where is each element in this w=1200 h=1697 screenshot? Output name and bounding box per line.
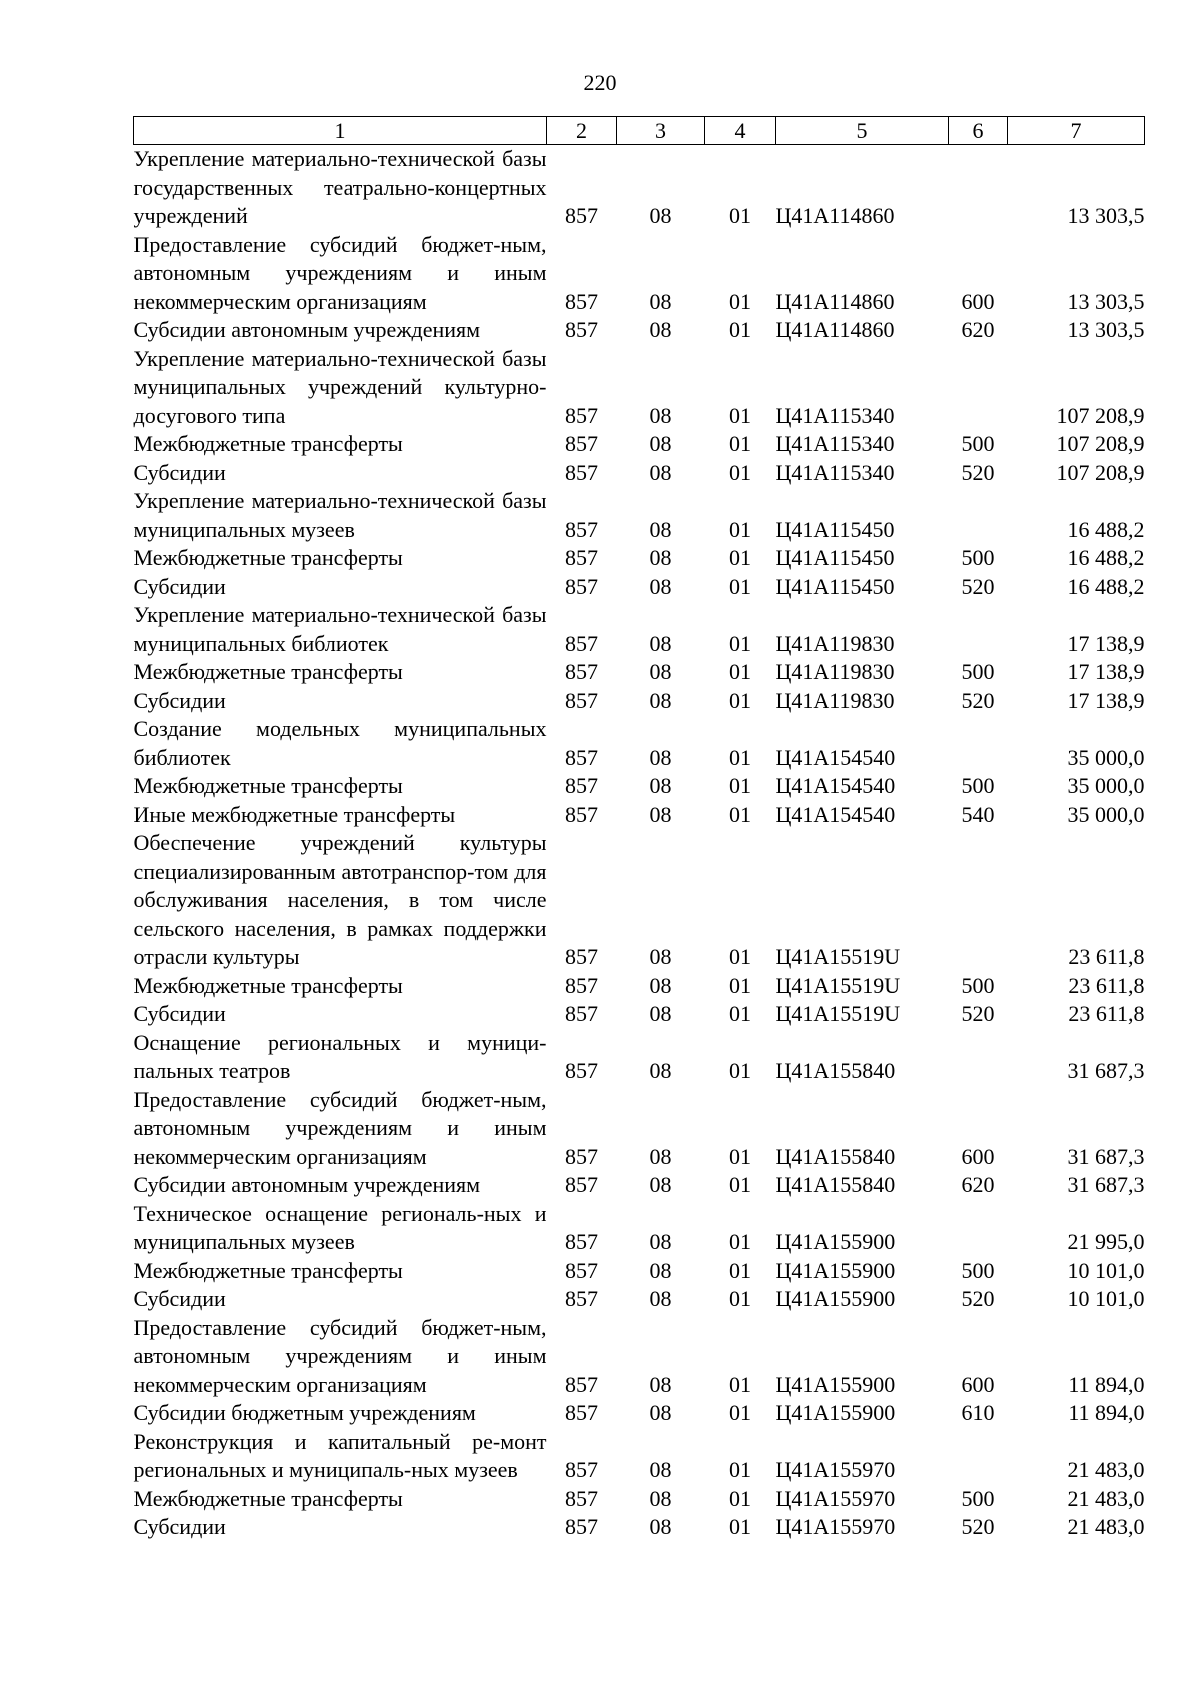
row-col-3: 08	[649, 1286, 672, 1311]
row-col-7: 31 687,3	[1067, 1058, 1145, 1083]
table-row	[134, 1314, 1145, 1400]
row-col-5: Ц41А115450	[775, 545, 895, 570]
row-name: Оснащение региональных и муници-пальных театров	[133, 1029, 547, 1083]
row-col-5: Ц41А155900	[775, 1371, 896, 1397]
row-col-2: 857	[565, 1371, 598, 1397]
table-row	[134, 145, 1145, 231]
row-col-7: 31 687,3	[1067, 1143, 1145, 1169]
row-col-6	[949, 1200, 1008, 1257]
row-name: Субсидии	[133, 1286, 226, 1311]
row-col-2: 857	[565, 573, 598, 599]
row-col-6: 520	[961, 687, 995, 713]
row-col-3: 08	[649, 545, 672, 570]
row-col-7: 21 995,0	[1067, 1229, 1145, 1254]
row-col-2: 857	[565, 1058, 598, 1083]
row-col-4: 01	[729, 203, 751, 228]
row-col-2: 857	[565, 288, 598, 314]
row-col-3: 08	[649, 972, 672, 998]
row-col-7: 23 611,8	[1068, 1001, 1145, 1026]
row-col-3: 08	[649, 1143, 672, 1169]
row-col-3: 08	[649, 1058, 672, 1083]
row-col-7: 10 101,0	[1067, 1257, 1145, 1283]
row-col-3: 08	[649, 1257, 672, 1283]
row-col-7: 21 483,0	[1067, 1485, 1145, 1511]
row-col-2: 857	[565, 1514, 598, 1539]
column-header-5: 5	[776, 117, 949, 145]
row-col-7: 17 138,9	[1067, 630, 1145, 656]
row-col-3: 08	[649, 1457, 672, 1482]
row-col-5: Ц41А115340	[775, 459, 895, 485]
row-col-6: 500	[961, 545, 995, 570]
row-col-5: Ц41А114860	[775, 317, 895, 342]
row-col-6: 600	[961, 1371, 995, 1397]
row-col-6: 620	[961, 317, 995, 342]
row-col-2: 857	[565, 972, 598, 998]
row-col-2: 857	[565, 1172, 598, 1197]
row-name: Субсидии	[133, 687, 226, 713]
row-col-4: 01	[729, 1286, 751, 1311]
row-col-6	[949, 715, 1008, 772]
row-col-3: 08	[649, 944, 672, 969]
row-col-5: Ц41А115450	[775, 573, 895, 599]
row-col-3: 08	[649, 317, 672, 342]
row-col-6	[949, 829, 1008, 972]
row-col-5: Ц41А155900	[775, 1400, 896, 1425]
row-col-5: Ц41А155900	[775, 1286, 896, 1311]
row-col-5: Ц41А115450	[775, 516, 895, 542]
row-col-7: 10 101,0	[1067, 1286, 1145, 1311]
row-name: Субсидии	[133, 1514, 226, 1539]
row-col-6: 500	[961, 773, 995, 798]
row-col-3: 08	[649, 744, 672, 770]
row-col-3: 08	[649, 1001, 672, 1026]
row-col-4: 01	[729, 516, 751, 542]
row-col-2: 857	[565, 1257, 598, 1283]
row-name: Межбюджетные трансферты	[133, 545, 403, 570]
row-col-7: 35 000,0	[1067, 801, 1145, 827]
table-row	[134, 1086, 1145, 1172]
row-col-2: 857	[565, 687, 598, 713]
table-row	[134, 430, 1145, 459]
table-row	[134, 658, 1145, 687]
row-col-4: 01	[729, 459, 751, 485]
row-col-5: Ц41А119830	[775, 687, 895, 713]
row-col-2: 857	[565, 431, 598, 456]
row-col-2: 857	[565, 1286, 598, 1311]
row-col-2: 857	[565, 801, 598, 827]
table-row	[134, 544, 1145, 573]
row-col-7: 107 208,9	[1056, 459, 1145, 485]
row-name: Создание модельных муниципальных библиотек	[133, 716, 547, 770]
row-name: Укрепление материально-технической базы государственных театрально-концертных учреждений	[133, 146, 547, 228]
row-col-4: 01	[729, 317, 751, 342]
row-col-3: 08	[649, 801, 672, 827]
row-col-5: Ц41А154540	[775, 744, 896, 770]
row-col-4: 01	[729, 1058, 751, 1083]
table-row	[134, 1428, 1145, 1485]
row-col-6: 500	[961, 1257, 995, 1283]
row-col-2: 857	[565, 1143, 598, 1169]
row-col-4: 01	[729, 1371, 751, 1397]
row-col-5: Ц41А119830	[775, 630, 895, 656]
row-col-2: 857	[565, 1400, 598, 1425]
row-col-4: 01	[729, 1514, 751, 1539]
row-name: Межбюджетные трансферты	[133, 1485, 403, 1511]
table-row	[134, 1171, 1145, 1200]
table-row	[134, 1513, 1145, 1542]
row-name: Иные межбюджетные трансферты	[133, 801, 456, 827]
row-name: Субсидии	[133, 459, 226, 485]
row-col-2: 857	[565, 1229, 598, 1254]
row-col-7: 35 000,0	[1067, 744, 1145, 770]
row-col-3: 08	[649, 773, 672, 798]
column-header-row	[134, 117, 1145, 145]
row-col-6	[949, 145, 1008, 231]
budget-table	[133, 116, 1145, 1542]
row-col-6: 620	[961, 1172, 995, 1197]
row-col-7: 31 687,3	[1067, 1172, 1145, 1197]
row-col-6	[949, 345, 1008, 431]
row-col-4: 01	[729, 431, 751, 456]
row-col-5: Ц41А155840	[775, 1058, 896, 1083]
column-header-2: 2	[547, 117, 617, 145]
row-col-5: Ц41А155840	[775, 1172, 896, 1197]
table-row	[134, 801, 1145, 830]
row-col-5: Ц41А115340	[775, 431, 895, 456]
row-name: Предоставление субсидий бюджет-ным, автономным учреждениям и иным некоммерческим организациям	[133, 231, 547, 314]
row-col-4: 01	[729, 1457, 751, 1482]
row-col-7: 21 483,0	[1067, 1457, 1145, 1482]
row-name: Межбюджетные трансферты	[133, 431, 403, 456]
table-row	[134, 687, 1145, 716]
row-col-7: 13 303,5	[1067, 317, 1145, 342]
row-col-4: 01	[729, 659, 751, 684]
row-col-2: 857	[565, 1485, 598, 1511]
row-col-5: Ц41А155970	[775, 1514, 896, 1539]
table-row	[134, 1285, 1145, 1314]
row-col-6: 600	[961, 1143, 995, 1169]
row-name: Укрепление материально-технической базы муниципальных учреждений культурно-досугового типа	[133, 345, 547, 428]
table-row	[134, 1029, 1145, 1086]
row-col-6: 600	[961, 288, 995, 314]
row-col-5: Ц41А115340	[775, 402, 895, 428]
row-col-7: 17 138,9	[1067, 687, 1145, 713]
row-col-4: 01	[729, 1143, 751, 1169]
table-row	[134, 345, 1145, 431]
row-col-3: 08	[649, 288, 672, 314]
table-row	[134, 972, 1145, 1001]
row-col-7: 11 894,0	[1068, 1371, 1145, 1397]
row-col-2: 857	[565, 402, 598, 428]
row-col-6: 520	[961, 573, 995, 599]
row-col-2: 857	[565, 659, 598, 684]
row-name: Субсидии автономным учреждениям	[133, 1172, 481, 1197]
table-row	[134, 487, 1145, 544]
row-col-3: 08	[649, 203, 672, 228]
row-col-5: Ц41А15519U	[775, 1001, 901, 1026]
table-row	[134, 573, 1145, 602]
column-header-3: 3	[617, 117, 705, 145]
row-name: Укрепление материально-технической базы муниципальных музеев	[133, 488, 547, 542]
row-col-6: 500	[961, 1485, 995, 1511]
row-col-3: 08	[649, 630, 672, 656]
row-col-7: 13 303,5	[1067, 203, 1145, 228]
row-col-2: 857	[565, 1457, 598, 1482]
row-col-6: 500	[961, 972, 995, 998]
row-col-4: 01	[729, 1229, 751, 1254]
row-col-3: 08	[649, 1172, 672, 1197]
row-col-4: 01	[729, 545, 751, 570]
row-col-6: 500	[961, 431, 995, 456]
row-col-3: 08	[649, 402, 672, 428]
table-row	[134, 231, 1145, 317]
row-col-4: 01	[729, 288, 751, 314]
row-col-7: 107 208,9	[1056, 402, 1145, 428]
row-col-4: 01	[729, 744, 751, 770]
row-col-6: 520	[961, 1286, 995, 1311]
row-col-7: 23 611,8	[1068, 944, 1145, 969]
row-col-6	[949, 1428, 1008, 1485]
row-col-5: Ц41А119830	[775, 659, 895, 684]
row-col-3: 08	[649, 1371, 672, 1397]
row-col-6: 540	[961, 801, 995, 827]
column-header-7: 7	[1008, 117, 1145, 145]
row-col-7: 21 483,0	[1067, 1514, 1145, 1539]
row-col-7: 11 894,0	[1068, 1400, 1145, 1425]
row-col-2: 857	[565, 516, 598, 542]
row-name: Техническое оснащение региональ-ных и муниципальных музеев	[133, 1200, 547, 1254]
column-header-1: 1	[134, 117, 547, 145]
row-col-4: 01	[729, 972, 751, 998]
row-col-6: 520	[961, 1001, 995, 1026]
row-col-4: 01	[729, 402, 751, 428]
row-col-6	[949, 487, 1008, 544]
table-row	[134, 601, 1145, 658]
row-name: Субсидии	[133, 1001, 226, 1026]
row-col-7: 16 488,2	[1067, 573, 1145, 599]
row-col-7: 17 138,9	[1067, 659, 1145, 684]
row-col-5: Ц41А114860	[775, 288, 895, 314]
row-col-2: 857	[565, 744, 598, 770]
row-name: Укрепление материально-технической базы муниципальных библиотек	[133, 602, 547, 656]
row-col-3: 08	[649, 516, 672, 542]
table-row	[134, 316, 1145, 345]
row-col-4: 01	[729, 1172, 751, 1197]
table-row	[134, 1485, 1145, 1514]
row-col-5: Ц41А155840	[775, 1143, 896, 1169]
row-col-4: 01	[729, 1257, 751, 1283]
row-col-5: Ц41А154540	[775, 773, 896, 798]
row-col-5: Ц41А15519U	[775, 972, 901, 998]
table-row	[134, 772, 1145, 801]
row-col-7: 16 488,2	[1067, 516, 1145, 542]
row-col-2: 857	[565, 630, 598, 656]
row-col-4: 01	[729, 1485, 751, 1511]
row-col-5: Ц41А114860	[775, 203, 895, 228]
table-row	[134, 1257, 1145, 1286]
row-name: Обеспечение учреждений культуры специализированным автотранспор-том для обслуживания населения, в том числе сельского населения, в рамках поддержки отрасли культуры	[133, 830, 547, 969]
row-col-3: 08	[649, 1514, 672, 1539]
row-col-3: 08	[649, 659, 672, 684]
row-col-6	[949, 601, 1008, 658]
row-name: Субсидии бюджетным учреждениям	[133, 1400, 476, 1425]
table-row	[134, 1000, 1145, 1029]
table-body	[134, 145, 1145, 1542]
row-col-6: 500	[961, 659, 995, 684]
row-col-2: 857	[565, 459, 598, 485]
row-col-7: 23 611,8	[1068, 972, 1145, 998]
row-name: Межбюджетные трансферты	[133, 1257, 403, 1283]
row-name: Предоставление субсидий бюджет-ным, автономным учреждениям и иным некоммерческим организациям	[133, 1086, 547, 1169]
row-col-5: Ц41А155970	[775, 1457, 896, 1482]
row-col-5: Ц41А155900	[775, 1229, 896, 1254]
table-row	[134, 1399, 1145, 1428]
row-name: Субсидии	[133, 573, 226, 599]
table-row	[134, 715, 1145, 772]
row-col-5: Ц41А154540	[775, 801, 896, 827]
row-col-7: 16 488,2	[1067, 545, 1145, 570]
row-col-2: 857	[565, 1001, 598, 1026]
row-col-3: 08	[649, 459, 672, 485]
row-col-4: 01	[729, 1400, 751, 1425]
row-name: Межбюджетные трансферты	[133, 659, 403, 684]
row-col-2: 857	[565, 944, 598, 969]
row-col-4: 01	[729, 630, 751, 656]
row-name: Межбюджетные трансферты	[133, 773, 403, 798]
row-col-3: 08	[649, 431, 672, 456]
row-col-3: 08	[649, 1229, 672, 1254]
table-row	[134, 459, 1145, 488]
row-col-7: 13 303,5	[1067, 288, 1145, 314]
row-col-2: 857	[565, 773, 598, 798]
row-col-6: 610	[961, 1400, 995, 1425]
row-col-4: 01	[729, 801, 751, 827]
row-col-3: 08	[649, 1485, 672, 1511]
row-col-2: 857	[565, 317, 598, 342]
row-name: Субсидии автономным учреждениям	[133, 317, 481, 342]
row-col-5: Ц41А155900	[775, 1257, 896, 1283]
row-col-3: 08	[649, 573, 672, 599]
column-header-6: 6	[949, 117, 1008, 145]
row-col-5: Ц41А155970	[775, 1485, 896, 1511]
row-name: Межбюджетные трансферты	[133, 972, 403, 998]
row-col-7: 35 000,0	[1067, 773, 1145, 798]
row-col-4: 01	[729, 1001, 751, 1026]
row-col-4: 01	[729, 944, 751, 969]
row-col-2: 857	[565, 545, 598, 570]
row-name: Предоставление субсидий бюджет-ным, автономным учреждениям и иным некоммерческим организациям	[133, 1314, 547, 1397]
row-name: Реконструкция и капитальный ре-монт региональных и муниципаль-ных музеев	[133, 1428, 547, 1482]
column-header-4: 4	[705, 117, 776, 145]
row-col-6: 520	[961, 1514, 995, 1539]
table-row	[134, 1200, 1145, 1257]
row-col-6: 520	[961, 459, 995, 485]
row-col-4: 01	[729, 573, 751, 599]
row-col-7: 107 208,9	[1056, 431, 1145, 456]
row-col-3: 08	[649, 687, 672, 713]
row-col-3: 08	[649, 1400, 672, 1425]
row-col-2: 857	[565, 203, 598, 228]
table-row	[134, 829, 1145, 972]
page-number: 220	[583, 70, 617, 95]
row-col-5: Ц41А15519U	[775, 944, 901, 969]
row-col-4: 01	[729, 687, 751, 713]
row-col-4: 01	[729, 773, 751, 798]
row-col-6	[949, 1029, 1008, 1086]
